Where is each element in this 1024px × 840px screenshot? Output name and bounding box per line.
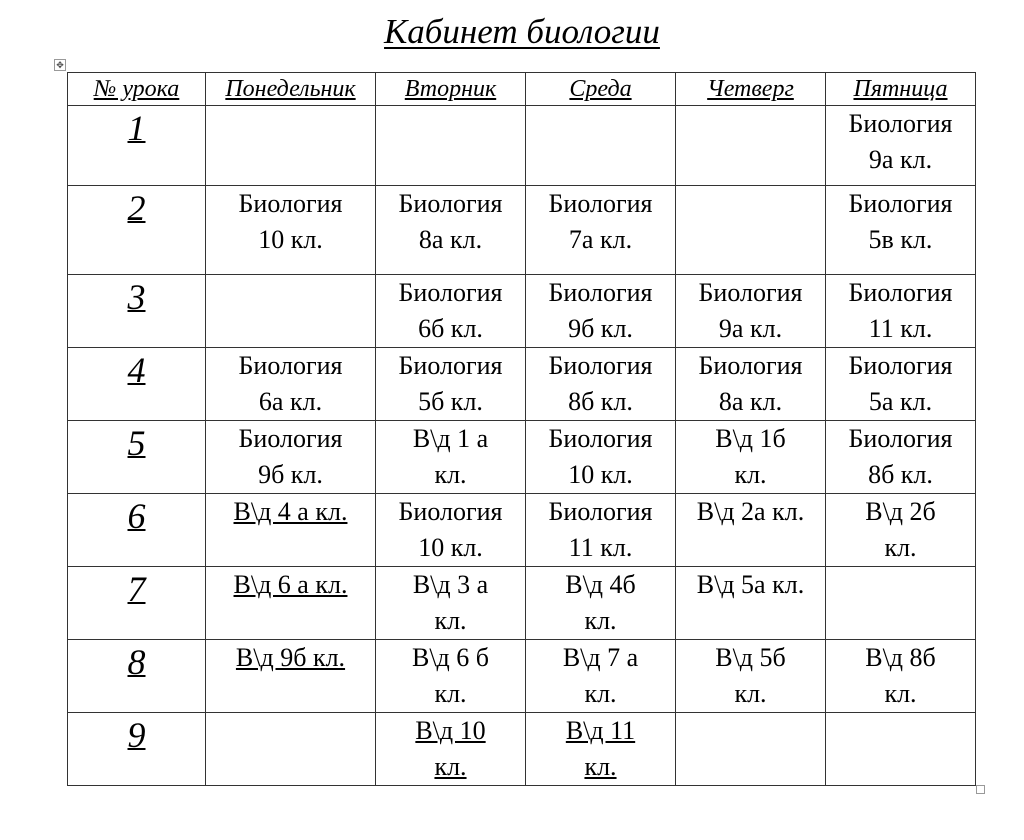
- cell-tuesday[interactable]: Биология 6б кл.: [376, 275, 526, 348]
- lesson-number: 9: [68, 713, 206, 786]
- cell-thursday[interactable]: [676, 106, 826, 186]
- table-row: [68, 567, 976, 640]
- header-tuesday: Вторник: [376, 73, 526, 106]
- cell-tuesday[interactable]: В\д 6 б кл.: [376, 640, 526, 713]
- header-lesson-number: № урока: [68, 73, 206, 106]
- lesson-number: 6: [68, 494, 206, 567]
- cell-monday[interactable]: [206, 106, 376, 186]
- cell-wednesday[interactable]: [526, 106, 676, 186]
- document-title: Кабинет биологии: [384, 12, 660, 51]
- cell-friday[interactable]: В\д 2б кл.: [826, 494, 976, 567]
- table-row: [68, 275, 976, 348]
- cell-friday[interactable]: Биология 11 кл.: [826, 275, 976, 348]
- cell-monday[interactable]: [206, 713, 376, 786]
- header-monday: Понедельник: [206, 73, 376, 106]
- cell-thursday[interactable]: Биология 9а кл.: [676, 275, 826, 348]
- table-row: [68, 186, 976, 275]
- cell-friday[interactable]: Биология 9а кл.: [826, 106, 976, 186]
- cell-monday[interactable]: [206, 275, 376, 348]
- cell-friday[interactable]: [826, 713, 976, 786]
- cell-wednesday[interactable]: В\д 11 кл.: [526, 713, 676, 786]
- cell-monday[interactable]: Биология 10 кл.: [206, 186, 376, 275]
- table-row: [68, 421, 976, 494]
- cell-friday[interactable]: В\д 8б кл.: [826, 640, 976, 713]
- table-move-handle-icon[interactable]: ✥: [54, 59, 66, 71]
- table-resize-handle[interactable]: [976, 785, 985, 794]
- lesson-number: 7: [68, 567, 206, 640]
- table-row: [68, 348, 976, 421]
- cell-friday[interactable]: Биология 5а кл.: [826, 348, 976, 421]
- cell-monday[interactable]: Биология 6а кл.: [206, 348, 376, 421]
- cell-wednesday[interactable]: Биология 8б кл.: [526, 348, 676, 421]
- cell-thursday[interactable]: Биология 8а кл.: [676, 348, 826, 421]
- cell-wednesday[interactable]: Биология 9б кл.: [526, 275, 676, 348]
- header-wednesday: Среда: [526, 73, 676, 106]
- cell-friday[interactable]: [826, 567, 976, 640]
- cell-thursday[interactable]: В\д 5а кл.: [676, 567, 826, 640]
- lesson-number: 2: [68, 186, 206, 275]
- table-row: [68, 494, 976, 567]
- cell-wednesday[interactable]: Биология 7а кл.: [526, 186, 676, 275]
- table-row: [68, 106, 976, 186]
- cell-wednesday[interactable]: В\д 7 а кл.: [526, 640, 676, 713]
- cell-thursday[interactable]: В\д 2а кл.: [676, 494, 826, 567]
- cell-wednesday[interactable]: В\д 4б кл.: [526, 567, 676, 640]
- cell-tuesday[interactable]: В\д 1 а кл.: [376, 421, 526, 494]
- cell-thursday[interactable]: [676, 186, 826, 275]
- cell-friday[interactable]: Биология 5в кл.: [826, 186, 976, 275]
- cell-wednesday[interactable]: Биология 11 кл.: [526, 494, 676, 567]
- schedule-table: [67, 72, 976, 786]
- table-row: [68, 640, 976, 713]
- cell-tuesday[interactable]: В\д 3 а кл.: [376, 567, 526, 640]
- cell-tuesday[interactable]: [376, 106, 526, 186]
- cell-wednesday[interactable]: Биология 10 кл.: [526, 421, 676, 494]
- lesson-number: 3: [68, 275, 206, 348]
- cell-monday[interactable]: В\д 4 а кл.: [206, 494, 376, 567]
- cell-thursday[interactable]: В\д 1б кл.: [676, 421, 826, 494]
- table-row: [68, 713, 976, 786]
- lesson-number: 5: [68, 421, 206, 494]
- cell-thursday[interactable]: [676, 713, 826, 786]
- cell-tuesday[interactable]: Биология 8а кл.: [376, 186, 526, 275]
- header-thursday: Четверг: [676, 73, 826, 106]
- header-row: [68, 73, 976, 106]
- cell-tuesday[interactable]: В\д 10 кл.: [376, 713, 526, 786]
- cell-monday[interactable]: В\д 9б кл.: [206, 640, 376, 713]
- lesson-number: 4: [68, 348, 206, 421]
- header-friday: Пятница: [826, 73, 976, 106]
- cell-tuesday[interactable]: Биология 5б кл.: [376, 348, 526, 421]
- lesson-number: 8: [68, 640, 206, 713]
- lesson-number: 1: [68, 106, 206, 186]
- cell-monday[interactable]: Биология 9б кл.: [206, 421, 376, 494]
- cell-friday[interactable]: Биология 8б кл.: [826, 421, 976, 494]
- cell-tuesday[interactable]: Биология 10 кл.: [376, 494, 526, 567]
- cell-thursday[interactable]: В\д 5б кл.: [676, 640, 826, 713]
- cell-monday[interactable]: В\д 6 а кл.: [206, 567, 376, 640]
